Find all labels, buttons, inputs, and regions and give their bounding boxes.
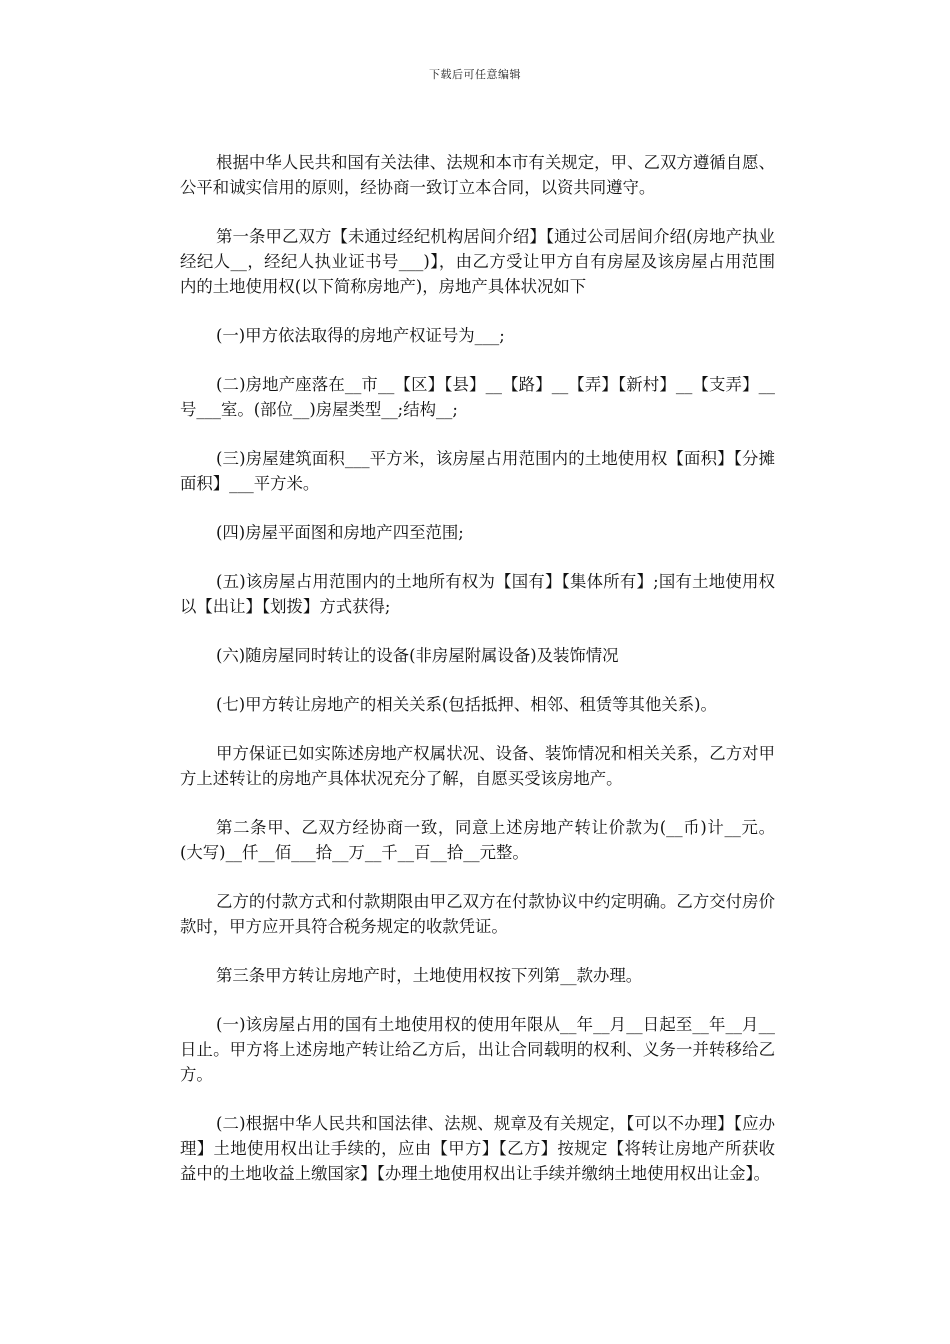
paragraph-payment: 乙方的付款方式和付款期限由甲乙双方在付款协议中约定明确。乙方交付房价款时，甲方应开具符合税务规定的收款凭证。 (180, 892, 775, 936)
paragraph-preamble: 根据中华人民共和国有关法律、法规和本市有关规定，甲、乙双方遵循自愿、公平和诚实信用的原则，经协商一致订立本合同，以资共同遵守。 (180, 153, 775, 197)
paragraph-item-2: (二)房地产座落在__市__【区】【县】__【路】__【弄】【新村】__【支弄】__号___室。(部位__)房屋类型__;结构__; (180, 375, 775, 419)
paragraph-item-6: (六)随房屋同时转让的设备(非房屋附属设备)及装饰情况 (216, 646, 619, 665)
header-note: 下载后可任意编辑 (429, 68, 521, 81)
paragraph-guarantee: 甲方保证已如实陈述房地产权属状况、设备、装饰情况和相关关系，乙方对甲方上述转让的房地产具体状况充分了解，自愿买受该房地产。 (180, 744, 775, 788)
paragraph-item-4: (四)房屋平面图和房地产四至范围; (216, 523, 464, 542)
contract-body (180, 150, 775, 1210)
paragraph-item-3: (三)房屋建筑面积___平方米，该房屋占用范围内的土地使用权【面积】【分摊面积】___平方米。 (180, 449, 775, 493)
paragraph-article-3-item-1: (一)该房屋占用的国有土地使用权的使用年限从__年__月__日起至__年__月__日止。甲方将上述房地产转让给乙方后，出让合同载明的权利、义务一并转移给乙方。 (180, 1015, 775, 1084)
paragraph-article-2: 第二条甲、乙双方经协商一致，同意上述房地产转让价款为(__币)计__元。(大写)__仟__佰___拾__万__千__百__拾__元整。 (180, 818, 775, 862)
paragraph-item-5: (五)该房屋占用范围内的土地所有权为【国有】【集体所有】;国有土地使用权以【出让】【划拨】方式获得; (180, 572, 776, 616)
paragraph-item-7: (七)甲方转让房地产的相关关系(包括抵押、相邻、租赁等其他关系)。 (216, 695, 717, 714)
paragraph-article-1: 第一条甲乙双方【未通过经纪机构居间介绍】【通过公司居间介绍(房地产执业经纪人__，经纪人执业证书号___)】，由乙方受让甲方自有房屋及该房屋占用范围内的土地使用权(以下简称房地产)，房地产具体状况如下 (180, 227, 775, 296)
paragraph-item-1: (一)甲方依法取得的房地产权证号为___; (216, 326, 505, 345)
paragraph-article-3: 第三条甲方转让房地产时，土地使用权按下列第__款办理。 (216, 966, 643, 985)
paragraph-article-3-item-2: (二)根据中华人民共和国法律、法规、规章及有关规定，【可以不办理】【应办理】土地使用权出让手续的，应由【甲方】【乙方】按规定【将转让房地产所获收益中的土地收益上缴国家】【办理土地使用权出让手续并缴纳土地使用权出让金】。 (180, 1114, 775, 1183)
